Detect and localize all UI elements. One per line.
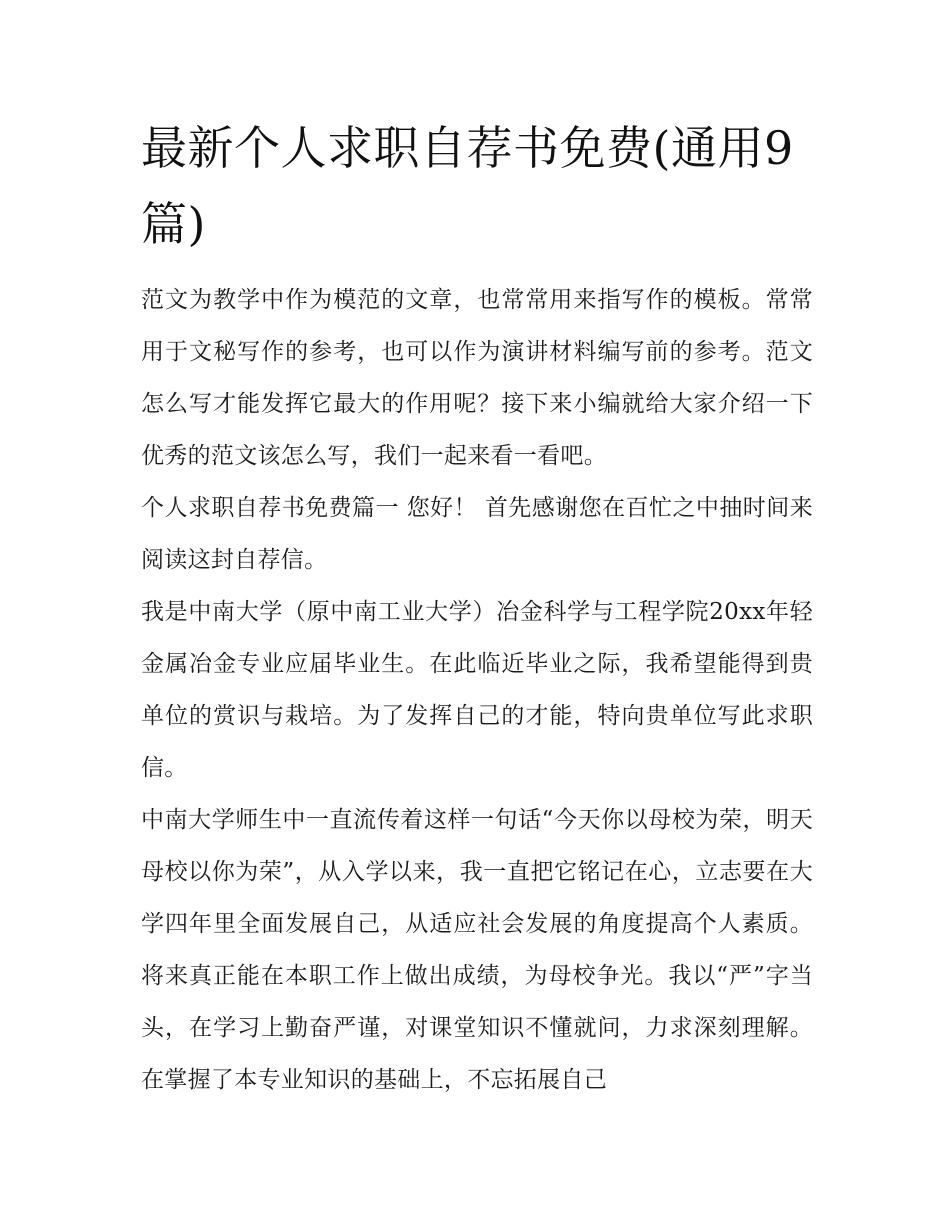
greeting-paragraph: 个人求职自荐书免费篇一 您好！ 首先感谢您在百忙之中抽时间来阅读这封自荐信。 bbox=[141, 495, 813, 573]
study-paragraph: 中南大学师生中一直流传着这样一句话“今天你以母校为荣，明天母校以你为荣”，从入学以来，我一直把它铭记在心，立志要在大学四年里全面发展自己，从适应社会发展的角度提高个人素质。将来真正能在本职工作上做出成绩，为母校争光。我以“严”字当头，在学习上勤奋严谨，对课堂知识不懂就问，力求深刻理解。在掌握了本专业知识的基础上，不忘拓展自己 bbox=[141, 807, 813, 1093]
document-title: 最新个人求职自荐书免费(通用9篇) bbox=[141, 121, 794, 251]
intro-paragraph: 范文为教学中作为模范的文章，也常常用来指写作的模板。常常用于文秘写作的参考，也可以作为演讲材料编写前的参考。范文怎么写才能发挥它最大的作用呢？接下来小编就给大家介绍一下优秀的范文该怎么写，我们一起来看一看吧。 bbox=[141, 287, 813, 469]
document-body bbox=[141, 110, 813, 1106]
introduction-paragraph: 我是中南大学（原中南工业大学）冶金科学与工程学院20xx年轻金属冶金专业应届毕业生。在此临近毕业之际，我希望能得到贵单位的赏识与栽培。为了发挥自己的才能，特向贵单位写此求职信。 bbox=[141, 599, 813, 781]
